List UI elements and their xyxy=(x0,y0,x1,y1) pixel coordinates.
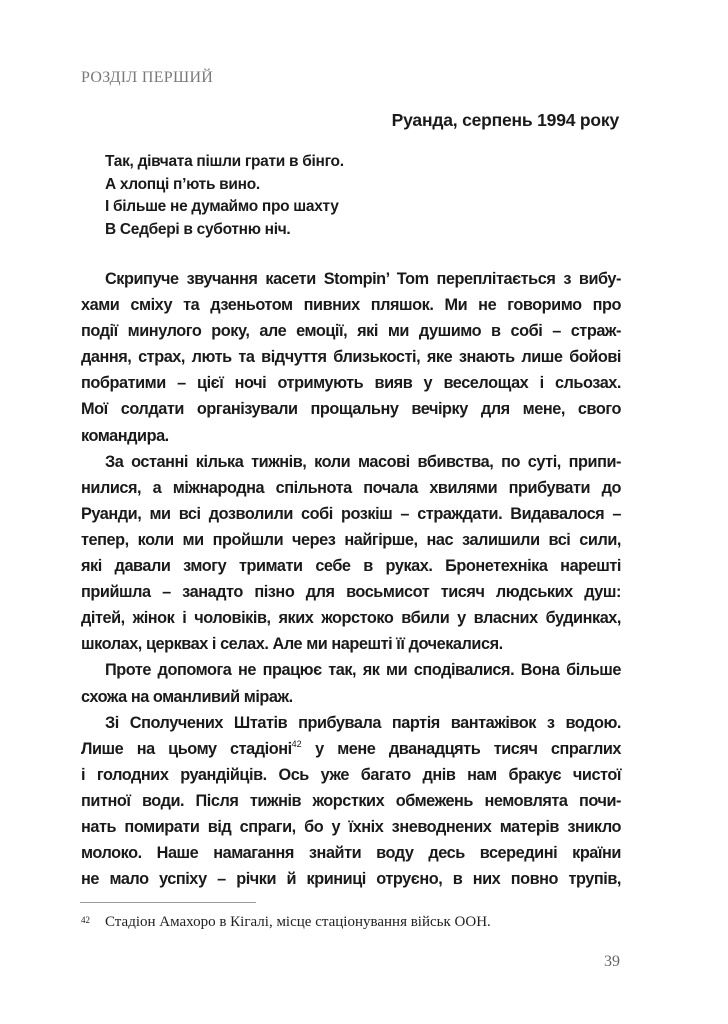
footnote-reference[interactable]: 42 xyxy=(291,738,302,749)
body-line: тепер, коли ми пройшли через найгірше, нас залишили всі сили, xyxy=(81,530,621,549)
verse-line: В Седбері в суботню ніч. xyxy=(105,220,291,238)
body-line: командира. xyxy=(81,426,169,445)
body-line: і голодних руандійців. Ось уже багато днів нам бракує чистої xyxy=(81,765,621,784)
page-number: 39 xyxy=(604,953,620,970)
body-line: Зі Сполучених Штатів прибувала партія вантажівок з водою. xyxy=(105,713,621,732)
body-line: Проте допомога не працює так, як ми сподівалися. Вона більше xyxy=(105,661,621,680)
body-text xyxy=(81,266,621,892)
running-head: РОЗДІЛ ПЕРШИЙ xyxy=(81,69,214,86)
body-line: хами сміху та дзеньотом пивних пляшок. Ми не говоримо про xyxy=(81,296,621,315)
verse-line: Так, дівчата пішли грати в бінго. xyxy=(105,153,344,170)
footnote-number: 42 xyxy=(81,915,90,925)
body-line: дітей, жінок і чоловіків, яких жорстоко вбили у власних будинках, xyxy=(81,609,621,628)
body-line: події минулого року, але емоції, які ми душимо в собі – страж- xyxy=(81,322,621,341)
body-line-text: Лише на цьому стадіоні xyxy=(81,739,292,758)
body-line: За останні кілька тижнів, коли масові вбивства, по суті, припи- xyxy=(105,452,621,471)
body-line: Мої солдати організували прощальну вечірку для мене, свого xyxy=(81,400,621,419)
body-line: школах, церквах і селах. Але ми нарешті її дочекалися. xyxy=(81,635,503,654)
body-line: Скрипуче звучання касети Stompin’ Tom переплітається з вибу- xyxy=(105,270,621,288)
dateline: Руанда, серпень 1994 року xyxy=(391,110,619,130)
body-line: побратими – цієї ночі отримують вияв у веселощах і сльозах. xyxy=(81,374,621,393)
verse-epigraph xyxy=(105,151,344,241)
body-line: не мало успіху – річки й криниці отруєно, в них повно трупів, xyxy=(81,870,621,889)
verse-line: А хлопці п’ють вино. xyxy=(105,175,260,193)
footnote-divider xyxy=(80,902,256,903)
body-line: схожа на оманливий міраж. xyxy=(81,687,293,706)
body-line xyxy=(81,736,621,762)
body-line: молоко. Наше намагання знайти воду десь всередині країни xyxy=(81,844,621,863)
body-line: нилися, а міжнародна спільнота почала хвилями прибувати до xyxy=(81,478,621,497)
body-line-text: у мене дванадцять тисяч спраглих xyxy=(301,739,621,758)
body-line: Руанди, ми всі дозволили собі розкіш – страждати. Видавалося – xyxy=(81,504,621,523)
body-line: дання, страх, лють та відчуття близькості, яке знають лише бойові xyxy=(81,348,621,367)
body-line: питної води. Після тижнів жорстких обмежень немовлята почи- xyxy=(81,791,621,810)
verse-line: І більше не думаймо про шахту xyxy=(105,198,339,215)
footnote-text: Стадіон Амахоро в Кігалі, місце стаціонування військ ООН. xyxy=(105,914,491,930)
body-line: нать помирати від спраги, бо у їхніх зневоднених матерів зникло xyxy=(81,817,621,836)
body-line: які давали змогу тримати себе в руках. Бронетехніка нарешті xyxy=(81,557,621,576)
body-line: прийшла – занадто пізно для восьмисот тисяч людських душ: xyxy=(81,583,621,602)
